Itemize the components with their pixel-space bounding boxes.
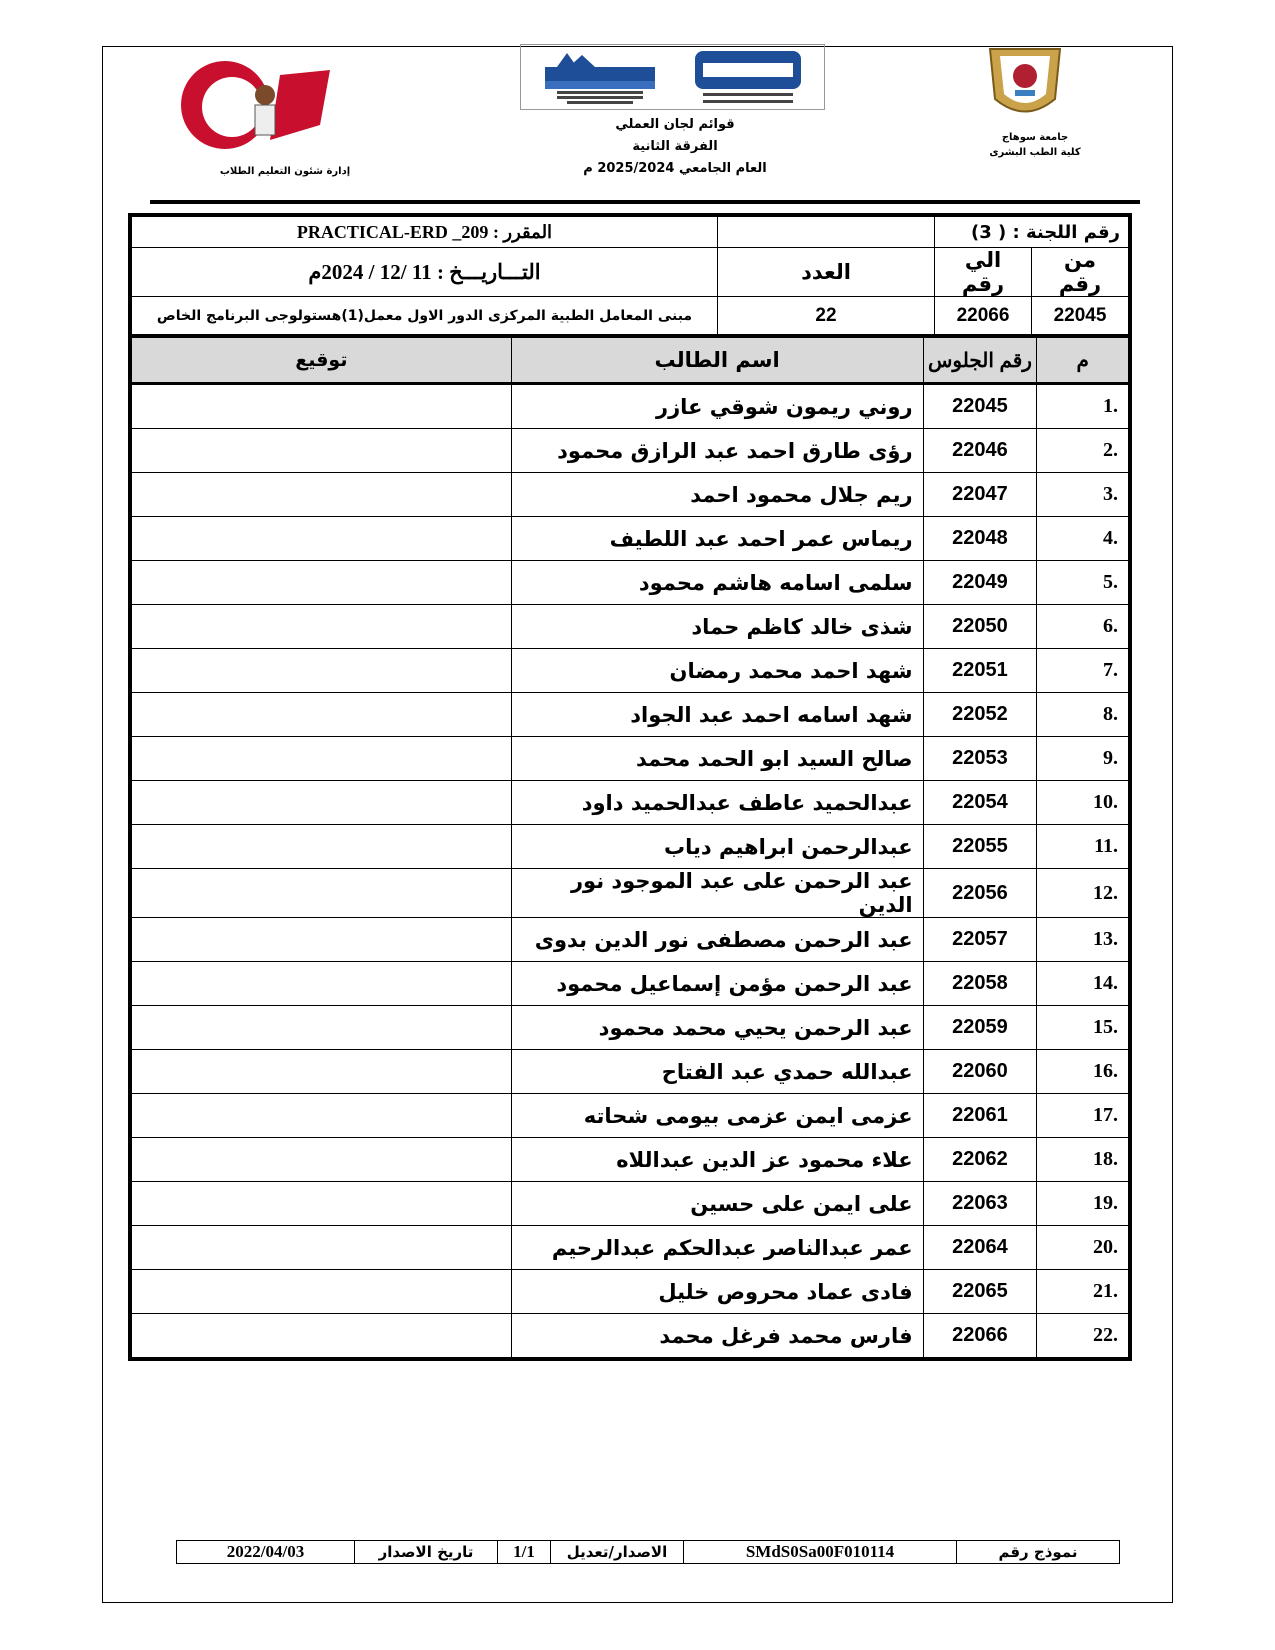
row-signature-cell (130, 1270, 511, 1314)
table-row (130, 1226, 1130, 1270)
row-signature-cell (130, 693, 511, 737)
row-signature-cell (130, 1094, 511, 1138)
from-value: 22045 (1032, 297, 1131, 338)
row-index: .8 (1037, 693, 1130, 737)
row-seat-number: 22052 (923, 693, 1037, 737)
row-index: .12 (1037, 869, 1130, 918)
row-student-name: عبدالله حمدي عبد الفتاح (511, 1050, 923, 1094)
header-seat: رقم الجلوس (923, 336, 1037, 384)
committee-number: رقم اللجنة : ( 3) (935, 215, 1131, 248)
table-row (130, 1094, 1130, 1138)
row-index: .9 (1037, 737, 1130, 781)
row-index: .21 (1037, 1270, 1130, 1314)
row-seat-number: 22050 (923, 605, 1037, 649)
row-student-name: عبدالرحمن ابراهيم دياب (511, 825, 923, 869)
row-student-name: شذى خالد كاظم حماد (511, 605, 923, 649)
version-label: الاصدار/تعديل (551, 1541, 684, 1564)
row-signature-cell (130, 1226, 511, 1270)
table-row (130, 517, 1130, 561)
students-table (128, 334, 1132, 1361)
table-row (130, 825, 1130, 869)
row-index: .16 (1037, 1050, 1130, 1094)
to-value: 22066 (935, 297, 1032, 338)
row-student-name: سلمى اسامه هاشم محمود (511, 561, 923, 605)
row-seat-number: 22049 (923, 561, 1037, 605)
row-index: .1 (1037, 384, 1130, 429)
row-index: .19 (1037, 1182, 1130, 1226)
row-student-name: شهد احمد محمد رمضان (511, 649, 923, 693)
row-seat-number: 22046 (923, 429, 1037, 473)
row-student-name: عبد الرحمن مؤمن إسماعيل محمود (511, 962, 923, 1006)
row-signature-cell (130, 473, 511, 517)
row-seat-number: 22047 (923, 473, 1037, 517)
table-row (130, 1138, 1130, 1182)
row-student-name: فادى عماد محروص خليل (511, 1270, 923, 1314)
issue-date-label: تاريخ الاصدار (355, 1541, 498, 1564)
exam-date: التـــاريـــخ : 11 /12 / 2024م (130, 248, 718, 297)
row-seat-number: 22057 (923, 918, 1037, 962)
from-label: من رقم (1032, 248, 1131, 297)
table-row (130, 693, 1130, 737)
table-row (130, 1314, 1130, 1360)
row-student-name: ريماس عمر احمد عبد اللطيف (511, 517, 923, 561)
row-seat-number: 22066 (923, 1314, 1037, 1360)
university-logo (970, 44, 1080, 124)
row-seat-number: 22055 (923, 825, 1037, 869)
table-row (130, 384, 1130, 429)
row-seat-number: 22060 (923, 1050, 1037, 1094)
row-seat-number: 22061 (923, 1094, 1037, 1138)
table-row (130, 1006, 1130, 1050)
form-number-label: نموذج رقم (957, 1541, 1120, 1564)
row-index: .7 (1037, 649, 1130, 693)
row-signature-cell (130, 384, 511, 429)
row-signature-cell (130, 737, 511, 781)
row-seat-number: 22058 (923, 962, 1037, 1006)
table-row (130, 1182, 1130, 1226)
row-student-name: عمر عبدالناصر عبدالحكم عبدالرحيم (511, 1226, 923, 1270)
row-student-name: عبد الرحمن يحيي محمد محمود (511, 1006, 923, 1050)
table-row (130, 561, 1130, 605)
row-index: .14 (1037, 962, 1130, 1006)
table-row (130, 649, 1130, 693)
row-index: .22 (1037, 1314, 1130, 1360)
committee-info-table (128, 213, 1132, 339)
university-name: جامعة سوهاج (1001, 132, 1069, 143)
table-row (130, 869, 1130, 918)
title-lists: قوائم لجان العملي (615, 117, 735, 132)
row-index: .3 (1037, 473, 1130, 517)
row-student-name: فارس محمد فرغل محمد (511, 1314, 923, 1360)
form-number-value: SMdS0Sa00F010114 (684, 1541, 957, 1564)
row-index: .10 (1037, 781, 1130, 825)
row-student-name: روني ريمون شوقي عازر (511, 384, 923, 429)
row-seat-number: 22065 (923, 1270, 1037, 1314)
university-caption (975, 130, 1095, 160)
to-label: الي رقم (935, 248, 1032, 297)
table-row (130, 962, 1130, 1006)
table-row (130, 429, 1130, 473)
row-seat-number: 22051 (923, 649, 1037, 693)
row-student-name: رؤى طارق احمد عبد الرازق محمود (511, 429, 923, 473)
row-index: .15 (1037, 1006, 1130, 1050)
info-empty-cell (718, 215, 935, 248)
title-academic-year: العام الجامعي 2025/2024 م (583, 161, 767, 176)
exam-location: مبنى المعامل الطبية المركزى الدور الاول معمل(1)هستولوجى البرنامج الخاص (130, 297, 718, 338)
row-student-name: عزمى ايمن عزمى بيومى شحاته (511, 1094, 923, 1138)
row-signature-cell (130, 561, 511, 605)
row-signature-cell (130, 429, 511, 473)
row-signature-cell (130, 1182, 511, 1226)
row-signature-cell (130, 517, 511, 561)
dept-caption: إدارة شئون التعليم الطلاب (219, 166, 351, 177)
count-value: 22 (718, 297, 935, 338)
table-row (130, 918, 1130, 962)
table-row (130, 737, 1130, 781)
row-index: .2 (1037, 429, 1130, 473)
course-code: المقرر : PRACTICAL-ERD _209 (130, 215, 718, 248)
row-signature-cell (130, 649, 511, 693)
count-label: العدد (718, 248, 935, 297)
row-seat-number: 22063 (923, 1182, 1037, 1226)
certification-logos (520, 44, 825, 110)
aja-logo (693, 49, 803, 107)
row-signature-cell (130, 1050, 511, 1094)
row-signature-cell (130, 869, 511, 918)
row-signature-cell (130, 1314, 511, 1360)
row-index: .18 (1037, 1138, 1130, 1182)
header-index: م (1037, 336, 1130, 384)
header-name: اسم الطالب (511, 336, 923, 384)
row-signature-cell (130, 918, 511, 962)
table-row (130, 1050, 1130, 1094)
row-student-name: علاء محمود عز الدين عبداللاه (511, 1138, 923, 1182)
issue-date-value: 2022/04/03 (177, 1541, 355, 1564)
row-student-name: عبد الرحمن مصطفى نور الدين بدوى (511, 918, 923, 962)
table-row (130, 473, 1130, 517)
row-signature-cell (130, 1138, 511, 1182)
version-value: 1/1 (498, 1541, 551, 1564)
faculty-name: كلية الطب البشرى (989, 147, 1081, 158)
egac-logo (527, 49, 667, 107)
row-seat-number: 22048 (923, 517, 1037, 561)
table-row (130, 781, 1130, 825)
table-row (130, 1270, 1130, 1314)
row-index: .4 (1037, 517, 1130, 561)
row-index: .13 (1037, 918, 1130, 962)
row-signature-cell (130, 781, 511, 825)
table-row (130, 605, 1130, 649)
row-seat-number: 22062 (923, 1138, 1037, 1182)
row-index: .11 (1037, 825, 1130, 869)
row-seat-number: 22053 (923, 737, 1037, 781)
row-student-name: عبد الرحمن على عبد الموجود نور الدين (511, 869, 923, 918)
row-seat-number: 22056 (923, 869, 1037, 918)
row-student-name: عبدالحميد عاطف عبدالحميد داود (511, 781, 923, 825)
row-index: .17 (1037, 1094, 1130, 1138)
row-seat-number: 22064 (923, 1226, 1037, 1270)
row-signature-cell (130, 1006, 511, 1050)
row-seat-number: 22054 (923, 781, 1037, 825)
table-header-row (130, 336, 1130, 384)
row-signature-cell (130, 962, 511, 1006)
title-year-group: الفرقة الثانية (632, 139, 718, 154)
faculty-logo (160, 55, 350, 155)
row-signature-cell (130, 605, 511, 649)
row-student-name: ريم جلال محمود احمد (511, 473, 923, 517)
row-seat-number: 22045 (923, 384, 1037, 429)
row-index: .5 (1037, 561, 1130, 605)
row-index: .6 (1037, 605, 1130, 649)
row-index: .20 (1037, 1226, 1130, 1270)
document-titles (530, 114, 820, 180)
row-student-name: شهد اسامه احمد عبد الجواد (511, 693, 923, 737)
header-rule (150, 200, 1140, 204)
row-signature-cell (130, 825, 511, 869)
header-signature: توقيع (130, 336, 511, 384)
row-seat-number: 22059 (923, 1006, 1037, 1050)
row-student-name: على ايمن على حسين (511, 1182, 923, 1226)
row-student-name: صالح السيد ابو الحمد محمد (511, 737, 923, 781)
form-footer (176, 1540, 1120, 1564)
